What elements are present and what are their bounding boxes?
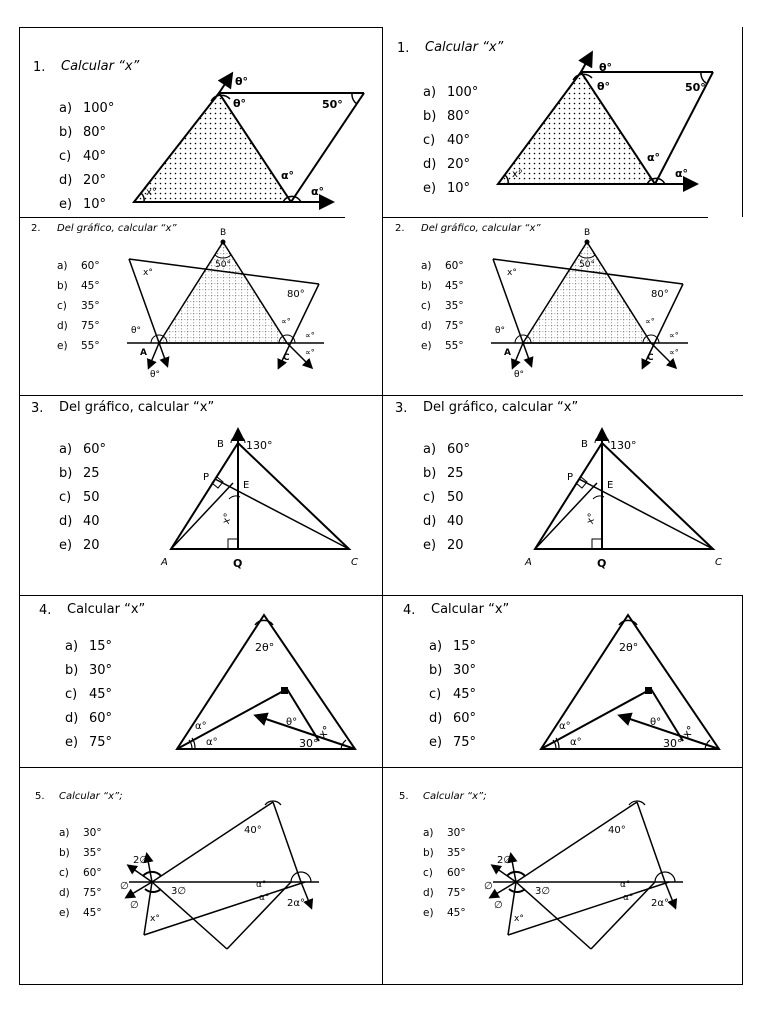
label-eighty: 80°: [651, 289, 669, 300]
figure-1: [19, 27, 381, 217]
option-c[interactable]: c) 45°: [65, 687, 113, 702]
option-b[interactable]: b) 80°: [423, 109, 471, 124]
label-A: A: [504, 348, 511, 358]
label-fifty: 50°: [685, 81, 706, 94]
label-eighty: 80°: [287, 289, 305, 300]
option-b[interactable]: b) 45°: [421, 280, 464, 292]
label-phi-1: ∅: [120, 881, 129, 892]
label-x: x°: [146, 187, 157, 198]
option-a[interactable]: a) 15°: [65, 639, 113, 654]
option-d[interactable]: d) 40: [59, 514, 100, 529]
label-x: x°: [584, 511, 599, 526]
problem-5-right: [383, 767, 745, 984]
problem-number: 5.: [35, 791, 45, 802]
label-alpha-2: α°: [259, 893, 270, 903]
label-A: A: [140, 348, 147, 358]
label-alpha-1: α°: [559, 721, 571, 732]
label-theta-2: θ°: [233, 97, 247, 110]
label-alpha-2: α°: [623, 893, 634, 903]
option-e[interactable]: e) 20: [59, 538, 100, 553]
option-b[interactable]: b) 30°: [429, 663, 477, 678]
option-c[interactable]: c) 45°: [429, 687, 477, 702]
option-d[interactable]: d) 20°: [423, 157, 471, 172]
label-x: x°: [220, 511, 235, 526]
label-B: B: [217, 439, 224, 450]
option-b[interactable]: b) 25: [423, 466, 464, 481]
label-theta-1: θ°: [495, 326, 506, 336]
label-B: B: [581, 439, 588, 450]
problem-number: 4.: [39, 603, 52, 618]
label-130: 130°: [610, 439, 637, 452]
figure-4: [19, 595, 381, 767]
label-alpha-2: α°: [311, 185, 325, 198]
label-Q: Q: [597, 557, 607, 570]
label-theta: θ°: [650, 717, 662, 728]
label-x: x°: [679, 723, 698, 741]
problem-title: Del gráfico, calcular “x”: [59, 400, 215, 415]
option-a[interactable]: a) 100°: [423, 85, 479, 100]
label-two-alpha: 2α°: [651, 898, 669, 909]
label-alpha-2: α°: [206, 737, 218, 748]
label-x: x°: [514, 914, 524, 924]
label-B: B: [220, 228, 227, 238]
problem-title: Calcular “x”: [67, 602, 146, 617]
problem-1-left: [19, 27, 381, 217]
label-two-phi: 2∅: [133, 855, 149, 866]
option-a[interactable]: a) 60°: [423, 442, 471, 457]
label-x: x°: [315, 723, 334, 741]
option-d[interactable]: d) 75°: [421, 320, 464, 332]
option-b[interactable]: b) 80°: [59, 125, 107, 140]
label-alpha-2: α°: [570, 737, 582, 748]
label-theta-2: θ°: [150, 370, 161, 380]
problem-4-right: [383, 595, 745, 767]
figure-5: [383, 767, 745, 984]
option-a[interactable]: a) 30°: [423, 827, 466, 839]
label-P: P: [567, 472, 574, 483]
option-a[interactable]: a) 60°: [57, 260, 100, 272]
option-b[interactable]: b) 35°: [423, 847, 466, 859]
problem-title: Del gráfico, calcular “x”: [423, 400, 579, 415]
label-C: C: [715, 557, 722, 568]
problem-title: Del gráfico, calcular “x”: [421, 223, 541, 234]
label-two-theta: 2θ°: [255, 641, 275, 654]
label-A: A: [161, 557, 168, 568]
option-c[interactable]: c) 50: [59, 490, 100, 505]
label-fifty: 50°: [215, 260, 231, 270]
label-theta-2: θ°: [514, 370, 525, 380]
option-d[interactable]: d) 60°: [65, 711, 113, 726]
problem-4-left: [19, 595, 381, 767]
option-d[interactable]: d) 60°: [429, 711, 477, 726]
label-two-theta: 2θ°: [619, 641, 639, 654]
label-three-phi: 3∅: [535, 886, 551, 897]
label-forty: 40°: [244, 825, 262, 836]
option-e[interactable]: e) 45°: [59, 907, 102, 919]
label-alpha-1: ∝°: [669, 331, 679, 340]
label-fifty: 50°: [579, 260, 595, 270]
option-d[interactable]: d) 75°: [57, 320, 100, 332]
figure-3: [19, 395, 381, 595]
label-alpha-1: α°: [195, 721, 207, 732]
label-phi-2: ∅: [130, 900, 139, 911]
problem-number: 5.: [399, 791, 409, 802]
option-a[interactable]: a) 60°: [59, 442, 107, 457]
figure-2: [383, 217, 745, 395]
problem-title: Calcular “x”;: [59, 791, 123, 802]
label-C: C: [283, 353, 290, 363]
label-two-phi: 2∅: [497, 855, 513, 866]
grid-triangle: [159, 242, 287, 343]
problem-1-right: [383, 27, 745, 217]
label-alpha-1: α°: [281, 169, 295, 182]
option-e[interactable]: e) 45°: [423, 907, 466, 919]
option-a[interactable]: a) 100°: [59, 101, 115, 116]
option-a[interactable]: a) 60°: [421, 260, 464, 272]
label-alpha-1: ∝°: [305, 331, 315, 340]
label-theta-1: θ°: [235, 75, 249, 88]
problem-5-left: [19, 767, 381, 984]
label-thirty: 30°: [663, 737, 683, 750]
shaded-triangle: [134, 93, 291, 202]
problem-number: 2.: [31, 223, 41, 234]
label-theta-1: θ°: [599, 61, 613, 74]
label-alpha-1: α°: [256, 880, 267, 890]
problem-number: 2.: [395, 223, 405, 234]
label-C: C: [647, 353, 654, 363]
problem-number: 3.: [31, 401, 44, 416]
figure-1: [383, 27, 745, 217]
label-phi-1: ∅: [484, 881, 493, 892]
option-e[interactable]: e) 10°: [59, 197, 107, 212]
problem-2-right: [383, 217, 745, 395]
option-e[interactable]: e) 75°: [429, 735, 477, 750]
problem-title: Calcular “x”: [431, 602, 510, 617]
label-B: B: [584, 228, 591, 238]
label-forty: 40°: [608, 825, 626, 836]
option-c[interactable]: c) 60°: [423, 867, 466, 879]
label-alpha-3: ∝°: [669, 348, 679, 357]
problem-number: 1.: [33, 60, 46, 75]
option-e[interactable]: e) 55°: [57, 340, 100, 352]
problem-3-left: [19, 395, 381, 595]
option-a[interactable]: a) 30°: [59, 827, 102, 839]
label-theta: θ°: [286, 717, 298, 728]
label-alpha-1: α°: [647, 151, 661, 164]
label-A: A: [525, 557, 532, 568]
option-b[interactable]: b) 45°: [57, 280, 100, 292]
figure-3: [383, 395, 745, 595]
option-c[interactable]: c) 35°: [421, 300, 464, 312]
problem-title: Del gráfico, calcular “x”: [57, 223, 177, 234]
problem-title: Calcular “x”: [425, 40, 504, 55]
label-x: x°: [512, 169, 523, 180]
option-c[interactable]: c) 40°: [59, 149, 107, 164]
problem-title: Calcular “x”;: [423, 791, 487, 802]
option-e[interactable]: e) 55°: [421, 340, 464, 352]
label-thirty: 30°: [299, 737, 319, 750]
label-theta-1: θ°: [131, 326, 142, 336]
label-E: E: [243, 480, 250, 491]
option-e[interactable]: e) 10°: [423, 181, 471, 196]
label-alpha-2: ∝°: [281, 317, 291, 326]
problem-title: Calcular “x”: [61, 59, 140, 74]
option-d[interactable]: d) 75°: [423, 887, 466, 899]
label-two-alpha: 2α°: [287, 898, 305, 909]
option-e[interactable]: e) 20: [423, 538, 464, 553]
option-c[interactable]: c) 40°: [423, 133, 471, 148]
label-x: x°: [507, 268, 517, 278]
option-d[interactable]: d) 75°: [59, 887, 102, 899]
problem-2-left: [19, 217, 381, 395]
problem-3-right: [383, 395, 745, 595]
label-alpha-2: ∝°: [645, 317, 655, 326]
option-d[interactable]: d) 20°: [59, 173, 107, 188]
label-x: x°: [150, 914, 160, 924]
problem-number: 3.: [395, 401, 408, 416]
figure-4: [383, 595, 745, 767]
label-alpha-2: α°: [675, 167, 689, 180]
option-b[interactable]: b) 35°: [59, 847, 102, 859]
option-c[interactable]: c) 35°: [57, 300, 100, 312]
label-Q: Q: [233, 557, 243, 570]
label-x: x°: [143, 268, 153, 278]
figure-2: [19, 217, 381, 395]
frame-bottom: [19, 984, 743, 985]
problem-number: 4.: [403, 603, 416, 618]
figure-5: [19, 767, 381, 984]
label-phi-2: ∅: [494, 900, 503, 911]
option-b[interactable]: b) 30°: [65, 663, 113, 678]
option-e[interactable]: e) 75°: [65, 735, 113, 750]
label-fifty: 50°: [322, 98, 343, 111]
label-alpha-3: ∝°: [305, 348, 315, 357]
label-130: 130°: [246, 439, 273, 452]
label-theta-2: θ°: [597, 80, 611, 93]
option-d[interactable]: d) 40: [423, 514, 464, 529]
problem-number: 1.: [397, 41, 410, 56]
option-b[interactable]: b) 25: [59, 466, 100, 481]
label-three-phi: 3∅: [171, 886, 187, 897]
label-P: P: [203, 472, 210, 483]
option-a[interactable]: a) 15°: [429, 639, 477, 654]
label-C: C: [351, 557, 358, 568]
label-E: E: [607, 480, 614, 491]
label-alpha-1: α°: [620, 880, 631, 890]
option-c[interactable]: c) 60°: [59, 867, 102, 879]
option-c[interactable]: c) 50: [423, 490, 464, 505]
